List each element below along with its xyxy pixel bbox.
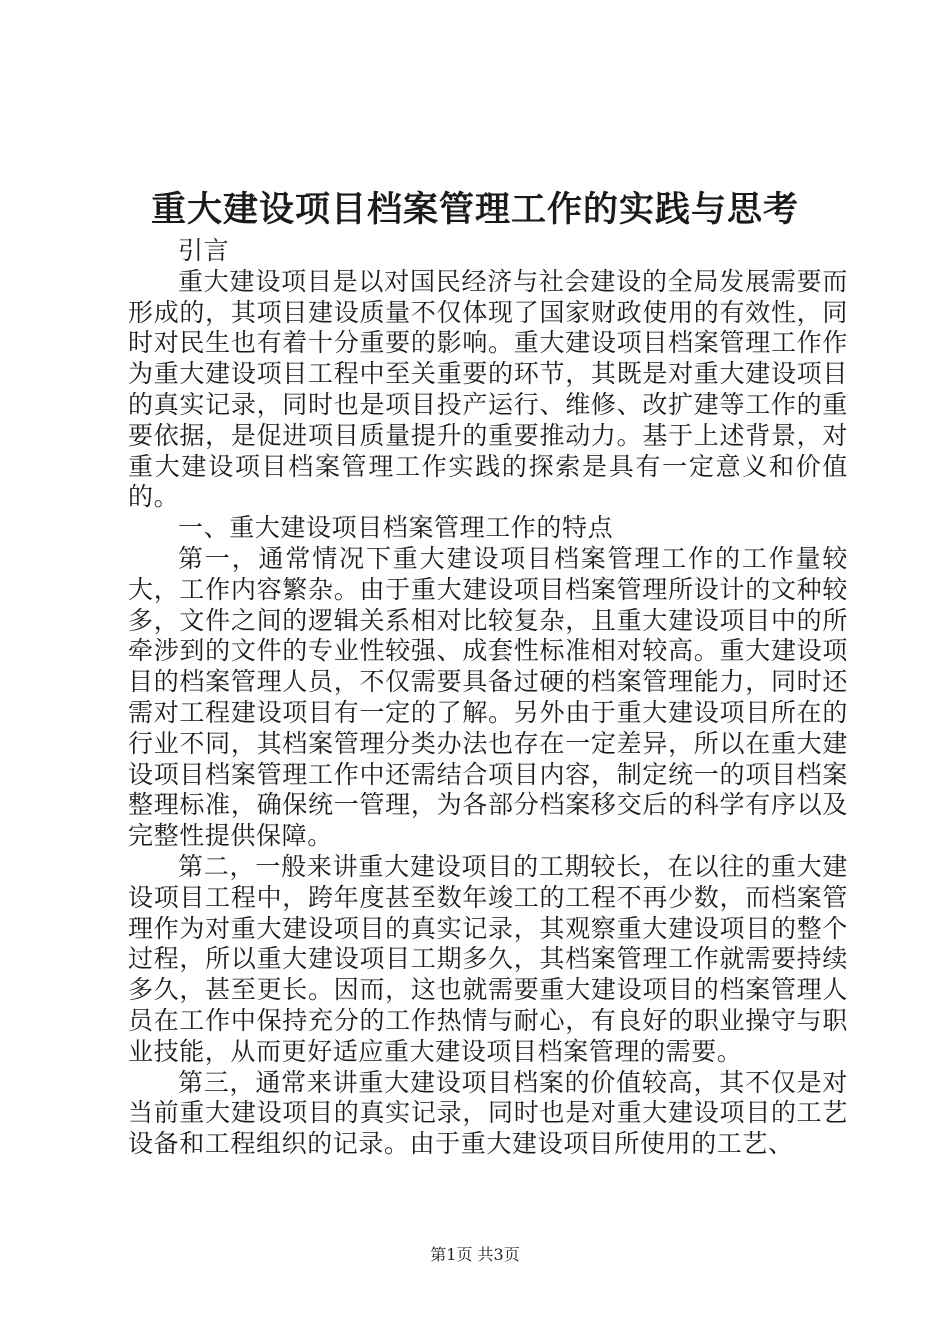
document-body [128,236,848,1160]
paragraph-intro: 重大建设项目是以对国民经济与社会建设的全局发展需要而形成的，其项目建设质量不仅体现了国家财政使用的有效性，同时对民生也有着十分重要的影响。重大建设项目档案管理工作作为重大建设项目工程中至关重要的环节，其既是对重大建设项目的真实记录，同时也是项目投产运行、维修、改扩建等工作的重要依据，是促进项目质量提升的重要推动力。基于上述背景，对重大建设项目档案管理工作实践的探索是具有一定意义和价值的。 [128,266,848,512]
document-title: 重大建设项目档案管理工作的实践与思考 [150,189,799,230]
paragraph-third-point: 第三，通常来讲重大建设项目档案的价值较高，其不仅是对当前重大建设项目的真实记录，同时也是对重大建设项目的工艺设备和工程组织的记录。由于重大建设项目所使用的工艺、 [128,1067,848,1159]
paragraph-first-point: 第一，通常情况下重大建设项目档案管理工作的工作量较大，工作内容繁杂。由于重大建设项目档案管理所设计的文种较多，文件之间的逻辑关系相对比较复杂，且重大建设项目中的所牵涉到的文件的专业性较强、成套性标准相对较高。重大建设项目的档案管理人员，不仅需要具备过硬的档案管理能力，同时还需对工程建设项目有一定的了解。另外由于重大建设项目所在的行业不同，其档案管理分类办法也存在一定差异，所以在重大建设项目档案管理工作中还需结合项目内容，制定统一的项目档案整理标准，确保统一管理，为各部分档案移交后的科学有序以及完整性提供保障。 [128,543,848,851]
page-number-footer: 第1页 共3页 [430,1245,520,1264]
paragraph-intro-heading: 引言 [178,236,230,265]
section-heading-1: 一、重大建设项目档案管理工作的特点 [178,513,614,543]
paragraph-second-point: 第二，一般来讲重大建设项目的工期较长，在以往的重大建设项目工程中，跨年度甚至数年竣工的工程不再少数，而档案管理作为对重大建设项目的真实记录，其观察重大建设项目的整个过程，所以重大建设项目工期多久，其档案管理工作就需要持续多久，甚至更长。因而，这也就需要重大建设项目的档案管理人员在工作中保持充分的工作热情与耐心，有良好的职业操守与职业技能，从而更好适应重大建设项目档案管理的需要。 [128,851,848,1066]
